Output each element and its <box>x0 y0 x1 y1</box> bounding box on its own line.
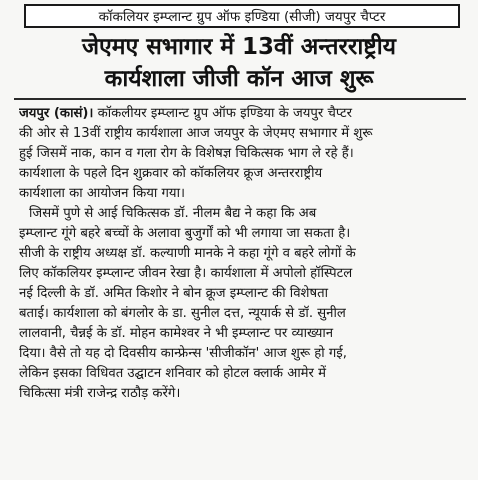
body-line: लेकिन इसका विधिवत उद्घाटन शनिवार को होटल क्लार्क आमेर में <box>19 366 327 381</box>
kicker-text: कॉकलियर इम्प्लान्ट ग्रुप ऑफ इण्डिया (सीजी) जयपुर चैप्टर <box>98 9 386 25</box>
dateline: जयपुर (कासं)। <box>19 106 94 121</box>
body-line: सीजी के राष्ट्रीय अध्यक्ष डॉ. कल्याणी मानके ने कहा गूंगे व बहरे लोगों के <box>19 246 356 261</box>
body-line: लिए कॉकलियर इम्प्लान्ट जीवन रेखा है। कार्यशाला में अपोलो हॉस्पिटल <box>19 266 353 281</box>
body-line: बताई। कार्यशाला को बंगलोर के डा. सुनील दत्त, न्यूयार्क से डॉ. सुनील <box>19 306 346 321</box>
body-line <box>19 104 471 124</box>
body-line: जिसमें पुणे से आई चिकित्सक डॉ. नीलम बैद्य ने कहा कि अब <box>29 206 317 221</box>
article-body <box>19 104 471 404</box>
body-line: की ओर से 13वीं राष्ट्रीय कार्यशाला आज जयपुर के जेएमए सभागार में शुरू <box>19 126 373 141</box>
body-line: इम्प्लान्ट गूंगे बहरे बच्चों के अलावा बुजुर्गों को भी लगाया जा सकता है। <box>19 226 351 241</box>
headline-divider <box>14 98 466 100</box>
kicker-box <box>24 4 460 28</box>
headline-line-1: जेएमए सभागार में 13वीं अन्तरराष्ट्रीय <box>81 34 397 60</box>
body-line: चिकित्सा मंत्री राजेन्द्र राठौड़ करेंगे। <box>19 386 181 401</box>
body-line: कार्यशाला के पहले दिन शुक्रवार को कॉकलियर क्रूज अन्तरराष्ट्रीय <box>19 166 323 181</box>
body-line: कार्यशाला का आयोजन किया गया। <box>19 186 185 201</box>
headline-line-2: कार्यशाला जीजी कॉन आज शुरू <box>104 66 374 92</box>
body-line: दिया। वैसे तो यह दो दिवसीय कान्फ्रेन्स 'सीजीकॉन' आज शुरू हो गई, <box>19 346 347 361</box>
body-line: हुई जिसमें नाक, कान व गला रोग के विशेषज्ञ चिकित्सक भाग ले रहे हैं। <box>19 146 354 161</box>
body-line-text: कॉकलीयर इम्प्लान्ट ग्रुप ऑफ इण्डिया के जयपुर चैप्टर <box>93 106 352 121</box>
body-line: लालवानी, चैन्नई के डॉ. मोहन कामेश्वर ने भी इम्प्लान्ट पर व्याख्यान <box>19 326 334 341</box>
body-line: नई दिल्ली के डॉ. अमित किशोर ने बोन क्रूज इम्प्लान्ट की विशेषता <box>19 286 329 301</box>
